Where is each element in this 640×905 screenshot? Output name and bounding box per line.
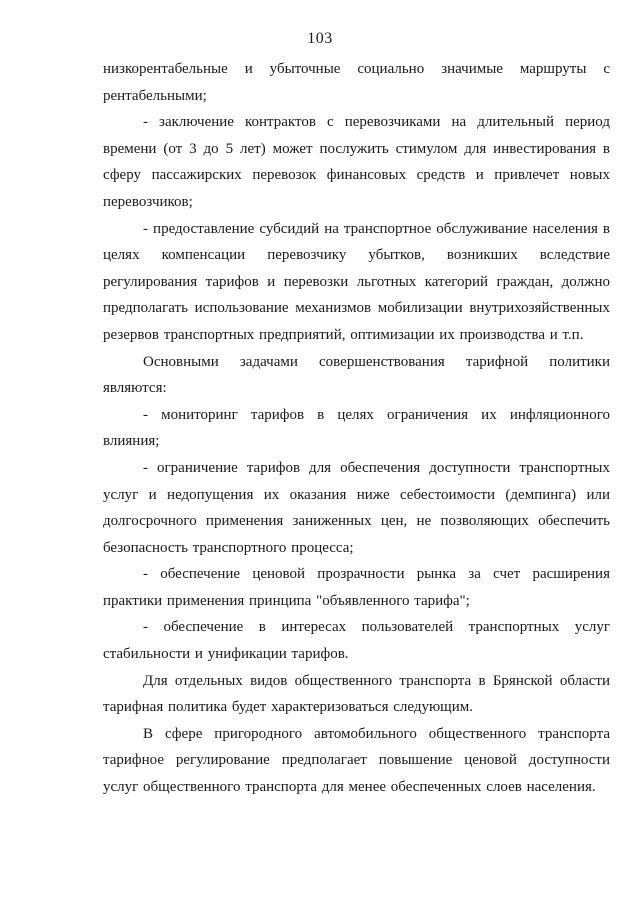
paragraph-main-tasks-intro: Основными задачами совершенствования тарифной политики являются: [103,353,610,397]
paragraph-subsidies: - предоставление субсидий на транспортное обслуживание населения в целях компенсации перевозчику убытков, возникших вследствие регулирования тарифов и перевозки льготных категорий граждан, должно предполагать использование механизмов мобилизации внутрихозяйственных резервов транспортных предприятий, оптимизации их производства и т.п. [103,220,610,343]
paragraph-tariff-monitoring: - мониторинг тарифов в целях ограничения их инфляционного влияния; [103,406,610,450]
paragraph-long-term-contracts: - заключение контрактов с перевозчиками на длительный период времени (от 3 до 5 лет) может послужить стимулом для инвестирования в сферу пассажирских перевозок финансовых средств и привлечет новых перевозчиков; [103,114,610,210]
document-body [103,56,610,801]
paragraph-suburban-transport: В сфере пригородного автомобильного общественного транспорта тарифное регулирование предполагает повышение ценовой доступности услуг общественного транспорта для менее обеспеченных слоев населения. [103,725,610,796]
page-number: 103 [307,30,333,47]
paragraph-tariff-stability: - обеспечение в интересах пользователей транспортных услуг стабильности и унификации тарифов. [103,619,610,663]
paragraph-routes-continuation: низкорентабельные и убыточные социально значимые маршруты с рентабельными; [103,61,610,104]
paragraph-price-transparency: - обеспечение ценовой прозрачности рынка за счет расширения практики применения принципа "объявленного тарифа"; [103,566,610,609]
paragraph-tariff-limitation: - ограничение тарифов для обеспечения доступности транспортных услуг и недопущения их оказания ниже себестоимости (демпинга) или долгосрочного применения заниженных цен, не позволяющих обеспечить безопасность транспортного процесса; [103,459,610,556]
paragraph-bryansk-region: Для отдельных видов общественного транспорта в Брянской области тарифная политика будет характеризоваться следующим. [103,672,610,716]
